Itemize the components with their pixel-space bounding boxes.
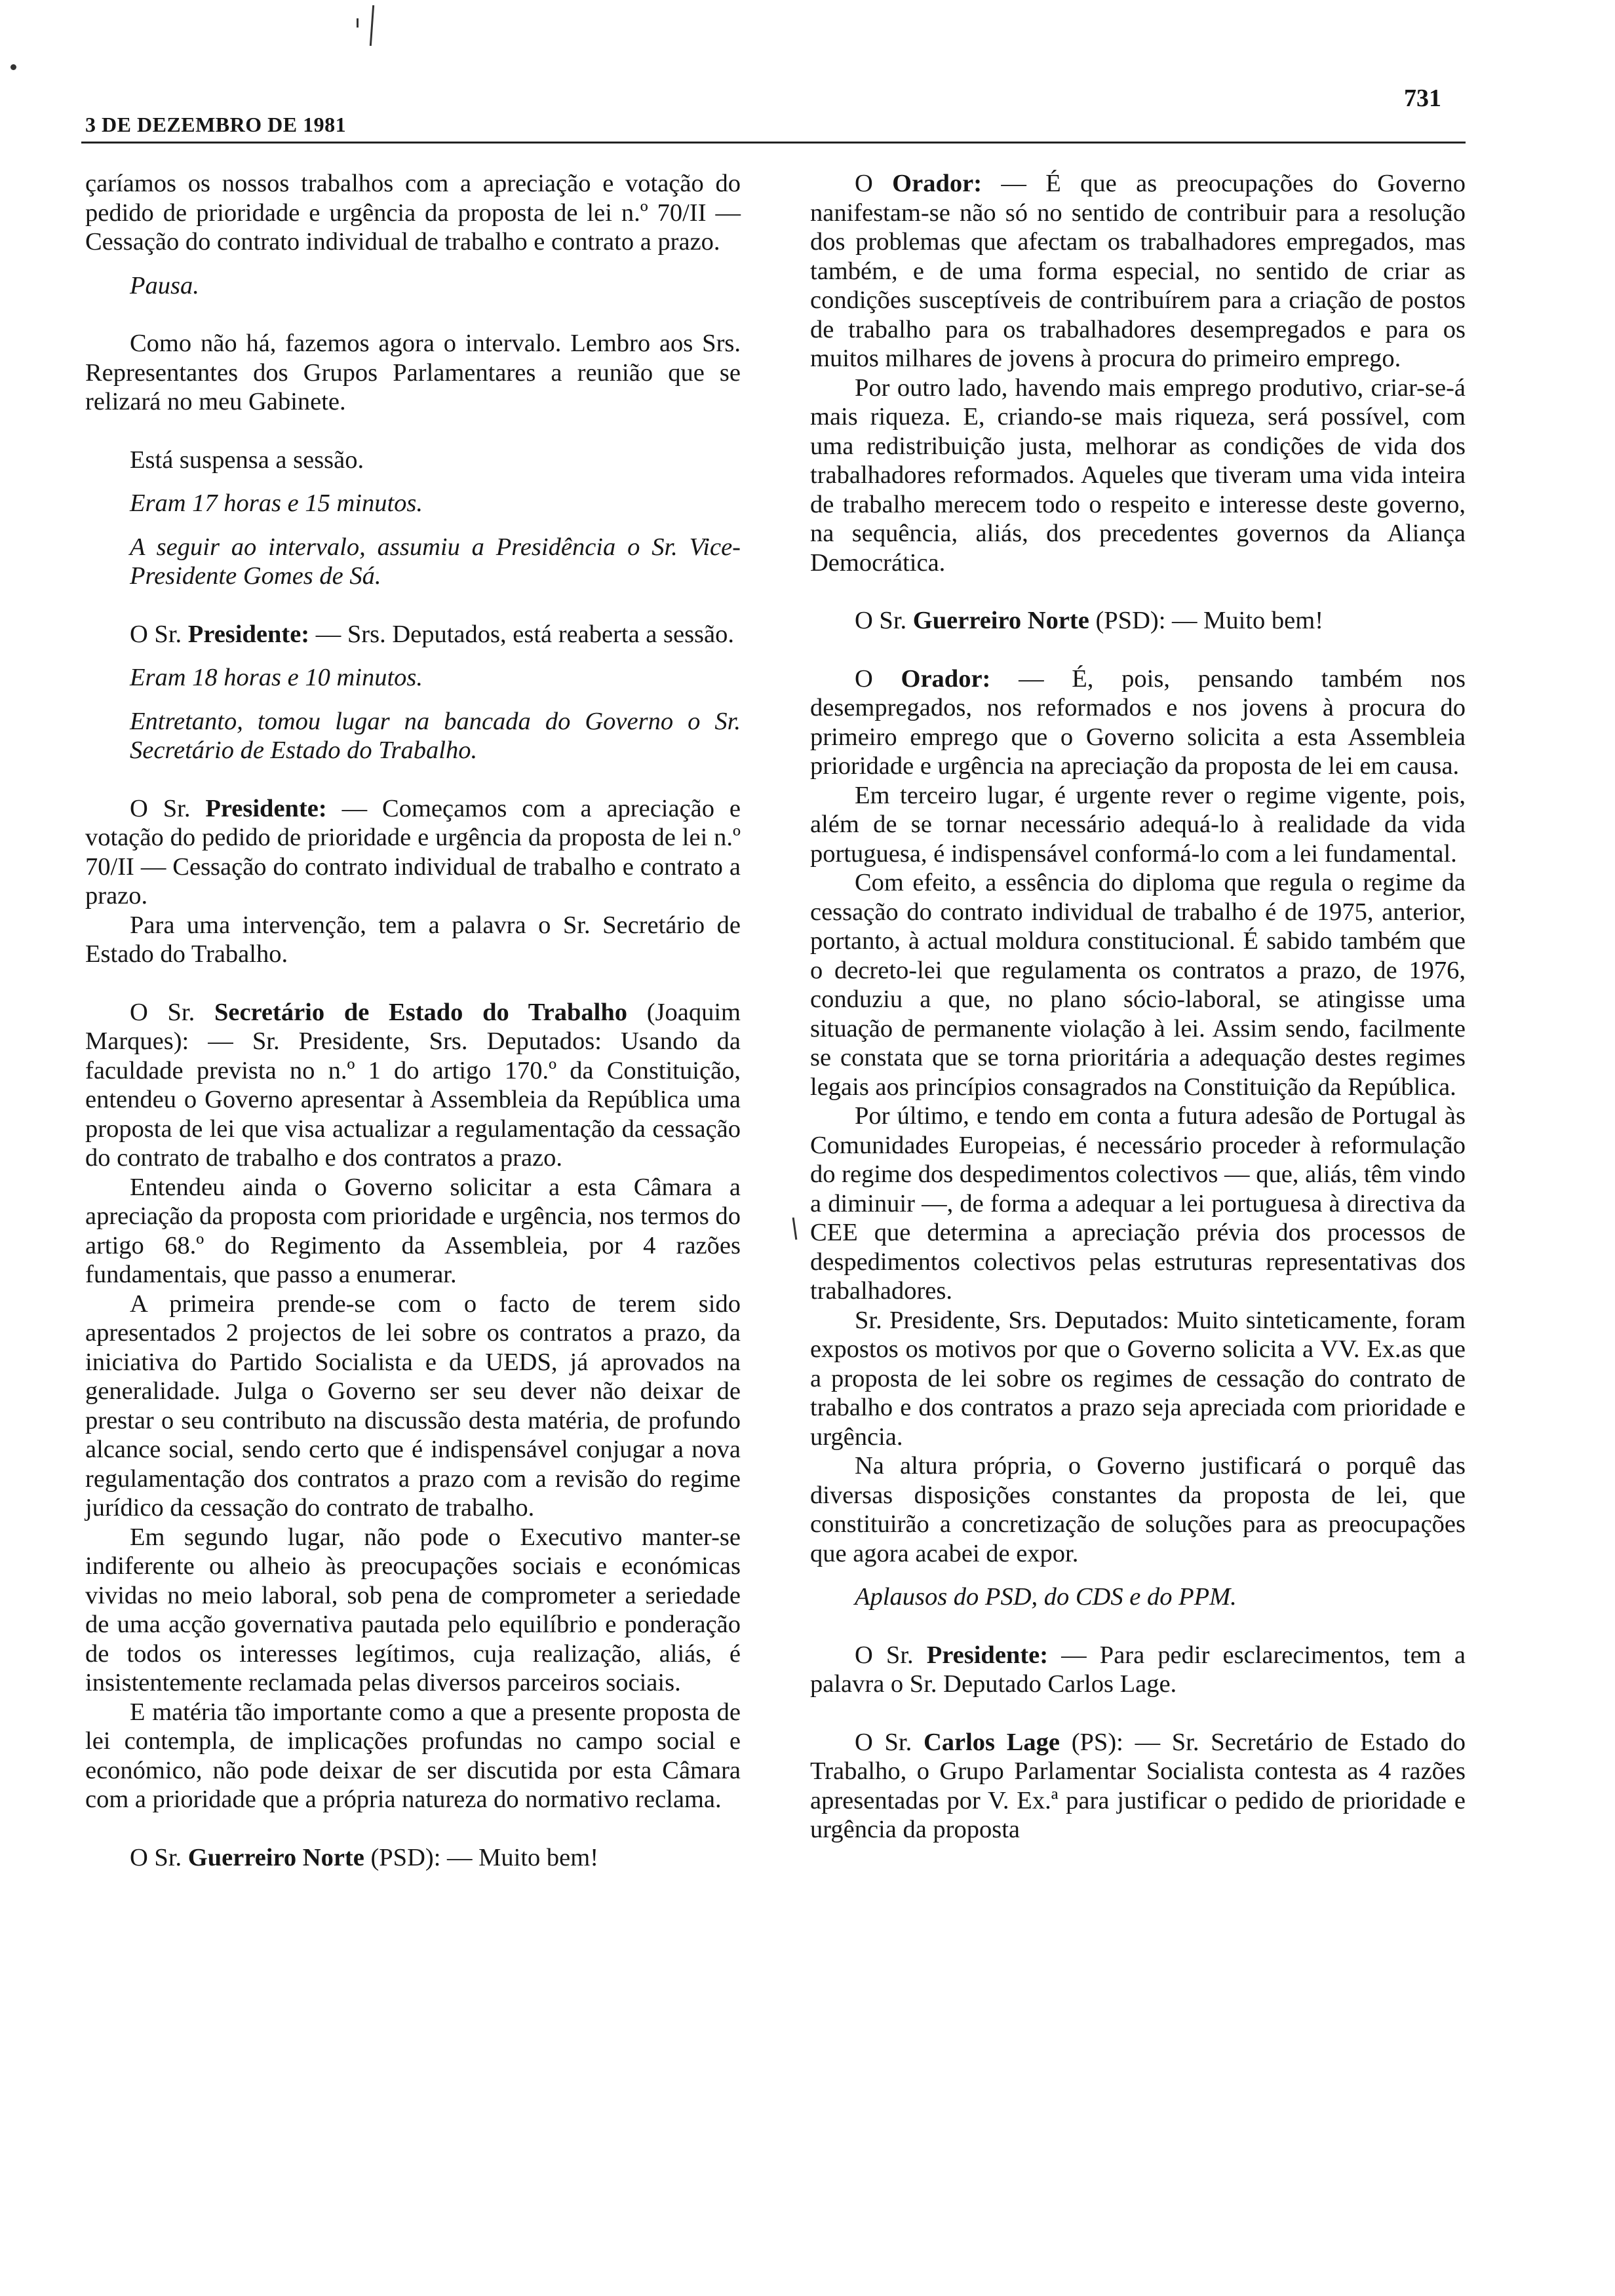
stage-direction: A seguir ao intervalo, assumiu a Presidência o Sr. Vice-Presidente Gomes de Sá. xyxy=(130,533,741,590)
stage-direction: Aplausos do PSD, do CDS e do PPM. xyxy=(855,1583,1237,1611)
speech: O Sr. Secretário de Estado do Trabalho (Joaquim Marques): — Sr. Presidente, Srs. Deputados: Usando da faculdade prevista no n.º 1 do artigo 170.º da Constituição, entendeu o Governo apresentar à Assembleia da República uma proposta de lei que visa actualizar a regulamentação da cessação do contrato de trabalho e dos contratos a prazo. xyxy=(85,998,741,1172)
speech: O Orador: — É, pois, pensando também nos desempregados, nos reformados e nos jovens à procura do primeiro emprego que o Governo solicita a esta Assembleia prioridade e urgência na apreciação da proposta de lei em causa. xyxy=(810,664,1466,780)
speaker-name: Guerreiro Norte xyxy=(187,1843,364,1871)
paragraph: Em segundo lugar, não pode o Executivo manter-se indiferente ou alheio às preocupações sociais e económicas vividas no meio laboral, sob pena de comprometer a seriedade de uma acção governativa pautada pelo equilíbrio e ponderação de todos os interesses legítimos, cuja realização, aliás, é insistentemente reclamada pelas diversos parceiros sociais. xyxy=(85,1523,741,1696)
speech: O Sr. Presidente: — Para pedir esclarecimentos, tem a palavra o Sr. Deputado Carlos Lage. xyxy=(810,1641,1466,1698)
paragraph: A primeira prende-se com o facto de terem sido apresentados 2 projectos de lei sobre os contratos a prazo, da iniciativa do Partido Socialista e da UEDS, já aprovados na generalidade. Julga o Governo ser seu dever não deixar de prestar o seu contributo na discussão desta matéria, de profundo alcance social, sendo certo que é indispensável conjugar a nova regulamentação dos contratos a prazo com a revisão do regime jurídico da cessação do contrato de trabalho. xyxy=(85,1290,741,1521)
speech: O Sr. Carlos Lage (PS): — Sr. Secretário de Estado do Trabalho, o Grupo Parlamentar Socialista contesta as 4 razões apresentadas por V. Ex.ª para justificar o pedido de prioridade e urgência da proposta xyxy=(810,1728,1466,1843)
scan-mark-dot xyxy=(10,64,16,70)
paragraph: Sr. Presidente, Srs. Deputados: Muito sinteticamente, foram expostos os motivos por que o Governo solicita a VV. Ex.as que a proposta de lei sobre os regimes de cessação do contrato de trabalho e dos contratos a prazo seja apreciada com prioridade e urgência. xyxy=(810,1306,1466,1451)
paragraph: E matéria tão importante como a que a presente proposta de lei contempla, de implicações profundas no campo social e económico, não pode deixar de ser discutida por esta Câmara com a prioridade que a própria natureza do normativo reclama. xyxy=(85,1698,741,1813)
stage-direction: Pausa. xyxy=(130,271,199,299)
speech: O Sr. Guerreiro Norte (PSD): — Muito bem! xyxy=(855,607,1324,634)
page-number: 731 xyxy=(1404,85,1441,112)
speaker-name: Guerreiro Norte xyxy=(912,607,1089,634)
paragraph: Está suspensa a sessão. xyxy=(130,446,364,474)
paragraph: Na altura própria, o Governo justificará o porquê das diversas disposições constantes da proposta de lei, que constituirão a concretização de soluções para as preocupações que agora acabei de expor. xyxy=(810,1452,1466,1567)
speaker-name: Orador: xyxy=(901,664,991,693)
stage-direction: Eram 18 horas e 10 minutos. xyxy=(130,664,423,691)
header-rule xyxy=(81,142,1466,144)
speaker-name: Carlos Lage xyxy=(923,1728,1060,1756)
paragraph: Em terceiro lugar, é urgente rever o regime vigente, pois, além de se tornar necessário adequá-lo à realidade da vida portuguesa, é indispensável conformá-lo com a lei fundamental. xyxy=(810,781,1466,868)
paragraph: çaríamos os nossos trabalhos com a apreciação e votação do pedido de prioridade e urgência da proposta de lei n.º 70/II — Cessação do contrato individual de trabalho e contrato a prazo. xyxy=(85,170,741,256)
speech: O Sr. Presidente: — Srs. Deputados, está reaberta a sessão. xyxy=(130,620,735,648)
paragraph: Como não há, fazemos agora o intervalo. Lembro aos Srs. Representantes dos Grupos Parlamentares a reunião que se relizará no meu Gabinete. xyxy=(85,330,741,415)
speaker-name: Orador: xyxy=(892,170,983,197)
speech: O Orador: — É que as preocupações do Governo nanifestam-se não só no sentido de contribuir para a resolução dos problemas que afectam os trabalhadores empregados, mas também, e de uma forma especial, no sentido de criar as condições susceptíveis de contribuírem para a criação de postos de trabalho para os trabalhadores desempregados e para os muitos milhares de jovens à procura do primeiro emprego. xyxy=(810,170,1466,372)
speaker-name: Presidente: xyxy=(926,1641,1049,1669)
paragraph: Com efeito, a essência do diploma que regula o regime da cessação do contrato individual de trabalho é de 1975, anterior, portanto, à actual moldura constitucional. É sabido também que o decreto-lei que regulamenta os contratos a prazo, de 1976, conduziu a que, no plano sócio-laboral, se atingisse uma situação de permanente violação à lei. Assim sendo, facilmente se constata que se torna prioritária a adequação destes regimes legais aos princípios consagrados na Constituição da República. xyxy=(810,869,1466,1101)
paragraph: Para uma intervenção, tem a palavra o Sr. Secretário de Estado do Trabalho. xyxy=(85,911,741,968)
speaker-name: Presidente: xyxy=(205,794,327,822)
speech: O Sr. Presidente: — Começamos com a apreciação e votação do pedido de prioridade e urgência da proposta de lei n.º 70/II — Cessação do contrato individual de trabalho e contrato a prazo. xyxy=(85,794,741,909)
scan-mark-tick xyxy=(357,18,359,28)
speaker-name: Secretário de Estado do Trabalho xyxy=(214,998,627,1026)
paragraph: Por outro lado, havendo mais emprego produtivo, criar-se-á mais riqueza. E, criando-se mais riqueza, será possível, com uma redistribuição justa, melhorar as condições de vida dos trabalhadores reformados. Aqueles que tiveram uma vida inteira de trabalho merecem todo o respeito e interesse deste governo, na sequência, aliás, dos precedentes governos da Aliança Democrática. xyxy=(810,373,1466,577)
scan-mark-margin xyxy=(792,1217,798,1240)
header-date: 3 DE DEZEMBRO DE 1981 xyxy=(85,113,347,136)
speaker-name: Presidente: xyxy=(187,620,310,648)
stage-direction: Eram 17 horas e 15 minutos. xyxy=(130,489,423,517)
stage-direction: Entretanto, tomou lugar na bancada do Governo o Sr. Secretário de Estado do Trabalho. xyxy=(130,707,741,764)
paragraph: Entendeu ainda o Governo solicitar a esta Câmara a apreciação da proposta com prioridade e urgência, nos termos do artigo 68.º do Regimento da Assembleia, por 4 razões fundamentais, que passo a enumerar. xyxy=(85,1173,741,1288)
left-column xyxy=(85,169,741,1872)
speech: O Sr. Guerreiro Norte (PSD): — Muito bem! xyxy=(130,1843,599,1871)
paragraph: Por último, e tendo em conta a futura adesão de Portugal às Comunidades Europeias, é necessário proceder à reformulação do regime dos despedimentos colectivos — que, aliás, têm vindo a diminuir —, de forma a adequar a lei portuguesa à directiva da CEE que determina a apreciação prévia dos processos de despedimentos colectivos pelas estruturas representativas dos trabalhadores. xyxy=(810,1102,1466,1305)
scan-mark-line xyxy=(370,5,374,46)
right-column xyxy=(810,169,1466,1845)
